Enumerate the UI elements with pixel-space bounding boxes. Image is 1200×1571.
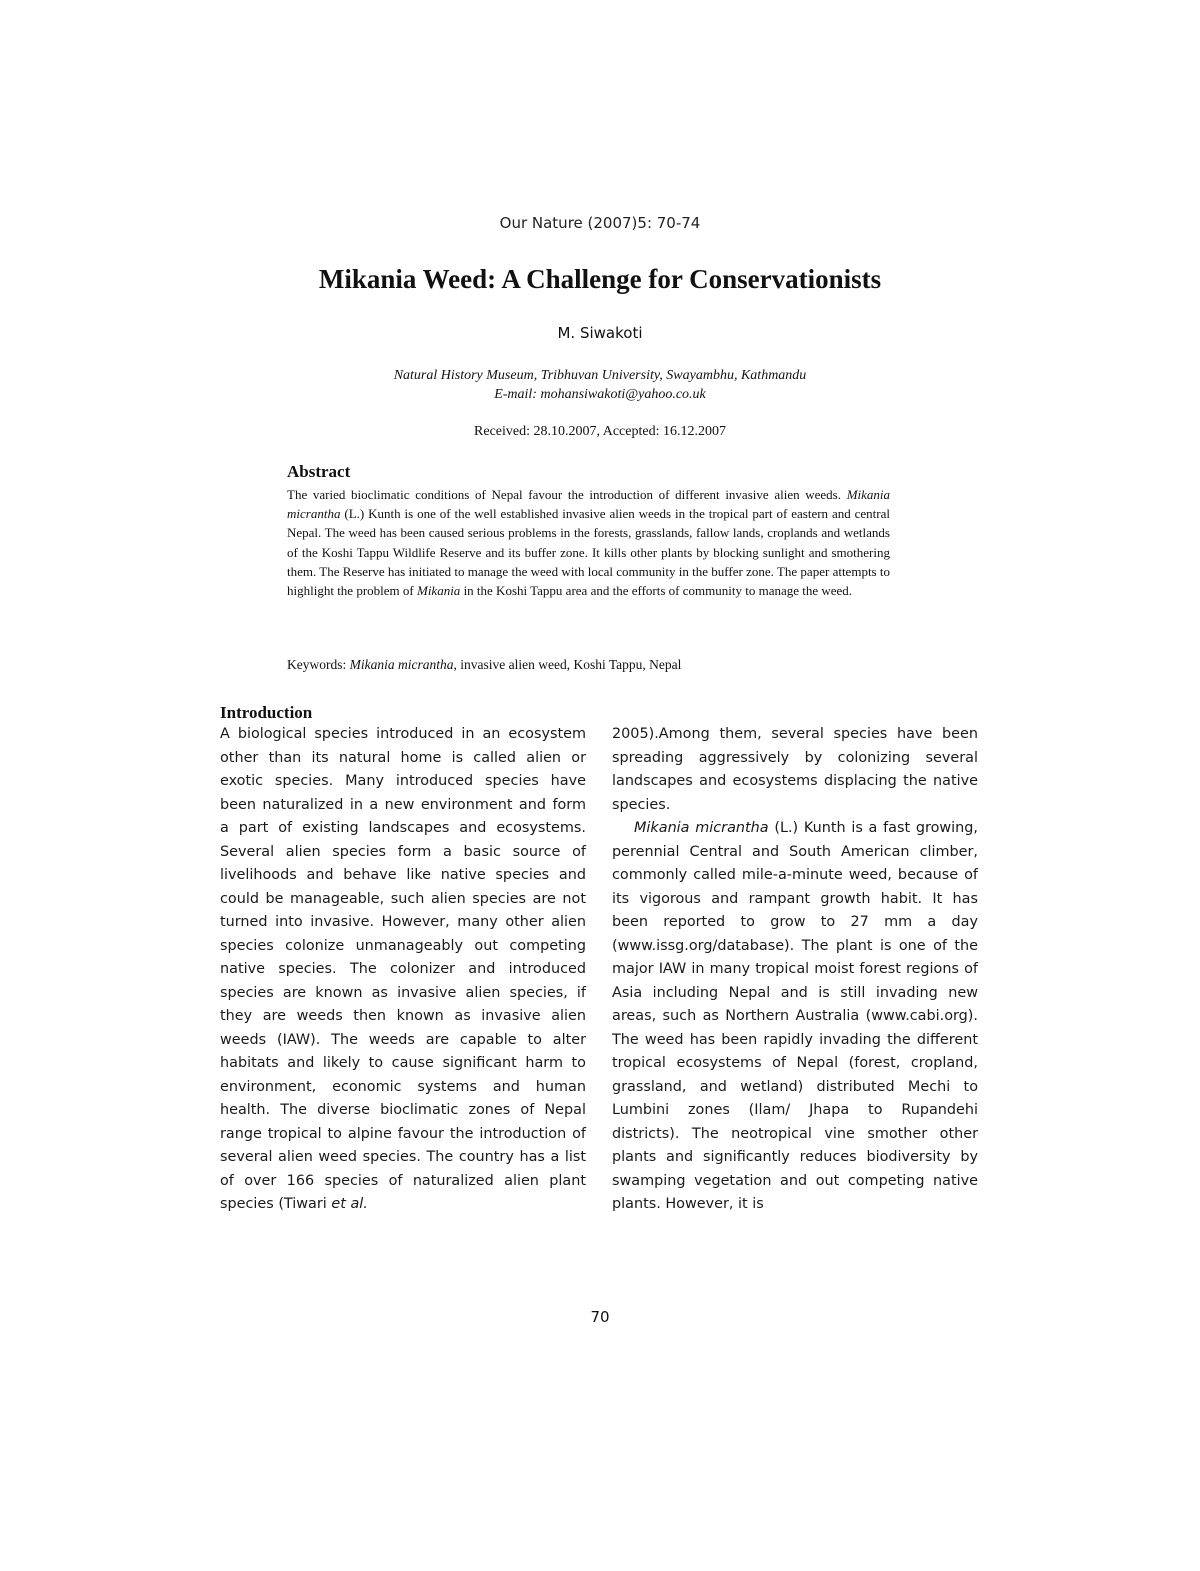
journal-citation: Our Nature (2007)5: 70-74 <box>499 214 701 232</box>
abstract-species-name: Mikania micrantha <box>287 487 891 522</box>
body-text: (L.) Kunth is a fast growing, perennial Central and South American climber, commonly called mile-a-minute weed, because of its vigorous and rampant growth habit. It has been reported to grow to 27 mm a day (www.issg.org/database). The plant is one of the major IAW in many tropical moist forest regions of Asia including Nepal and is still invading new areas, such as Northern Australia (www.cabi.org). The weed has been rapidly invading the different tropical ecosystems of Nepal (forest, cropland, grassland, and wetland) distributed Mechi to Lumbini zones (Ilam/ Jhapa to Rupandehi districts). The neotropical vine smother other plants and significantly reduces biodiversity by swamping vegetation and out competing native plants. However, it is <box>612 820 978 1212</box>
introduction-left-column <box>220 723 586 1217</box>
introduction-paragraph: 2005).Among them, several species have been spreading aggressively by colonizing several landscapes and ecosystems displacing the native species. <box>612 726 978 813</box>
abstract-text: in the Koshi Tappu area and the efforts of community to manage the weed. <box>463 583 853 599</box>
species-name: Mikania micrantha <box>634 820 769 836</box>
abstract-genus-name: Mikania <box>416 583 461 599</box>
author-name: M. Siwakoti <box>557 324 643 342</box>
introduction-right-column <box>612 723 978 1217</box>
affiliation: Natural History Museum, Tribhuvan University, Swayambhu, Kathmandu <box>393 368 807 383</box>
email: E-mail: mohansiwakoti@yahoo.co.uk <box>494 387 706 402</box>
introduction-paragraph <box>220 723 586 1217</box>
body-text: A biological species introduced in an ecosystem other than its natural home is called alien or exotic species. Many introduced species have been naturalized in a new environment and form a part of existing landscapes and ecosystems. Several alien species form a basic source of livelihoods and behave like native species and could be manageable, such alien species are not turned into invasive. However, many other alien species colonize unmanageably out competing native species. The colonizer and introduced species are known as invasive alien species, if they are weeds then known as invasive alien weeds (IAW). The weeds are capable to alter habitats and likely to cause significant harm to environment, economic systems and human health. The diverse bioclimatic zones of Nepal range tropical to alpine favour the introduction of several alien weed species. The country has a list of over 166 species of naturalized alien plant species (Tiwari <box>220 726 586 1212</box>
affiliation-block <box>0 366 1200 404</box>
received-accepted-dates: Received: 28.10.2007, Accepted: 16.12.2007 <box>474 424 726 439</box>
abstract-heading: Abstract <box>287 462 351 481</box>
introduction-heading: Introduction <box>220 703 313 722</box>
page-number: 70 <box>590 1308 610 1326</box>
keywords-rest: , invasive alien weed, Koshi Tappu, Nepal <box>453 657 682 672</box>
abstract-text: (L.) Kunth is one of the well established invasive alien weeds in the tropical part of eastern and central Nepal. The weed has been caused serious problems in the forests, grasslands, fallow lands, croplands and wetlands of the Koshi Tappu Wildlife Reserve and its buffer zone. It kills other plants by blocking sunlight and smothering them. The Reserve has initiated to manage the weed with local community in the buffer zone. The paper attempts to highlight the problem of <box>287 506 890 599</box>
introduction-paragraph <box>612 817 978 1217</box>
abstract-text: The varied bioclimatic conditions of Nepal favour the introduction of different invasive alien weeds. <box>287 487 841 502</box>
abstract-body <box>287 485 890 600</box>
keywords-line <box>287 657 890 673</box>
paper-title: Mikania Weed: A Challenge for Conservationists <box>318 264 882 294</box>
citation-etal: et al. <box>331 1196 368 1212</box>
keywords-species: Mikania micrantha <box>349 657 454 672</box>
keywords-label: Keywords: <box>287 657 347 672</box>
